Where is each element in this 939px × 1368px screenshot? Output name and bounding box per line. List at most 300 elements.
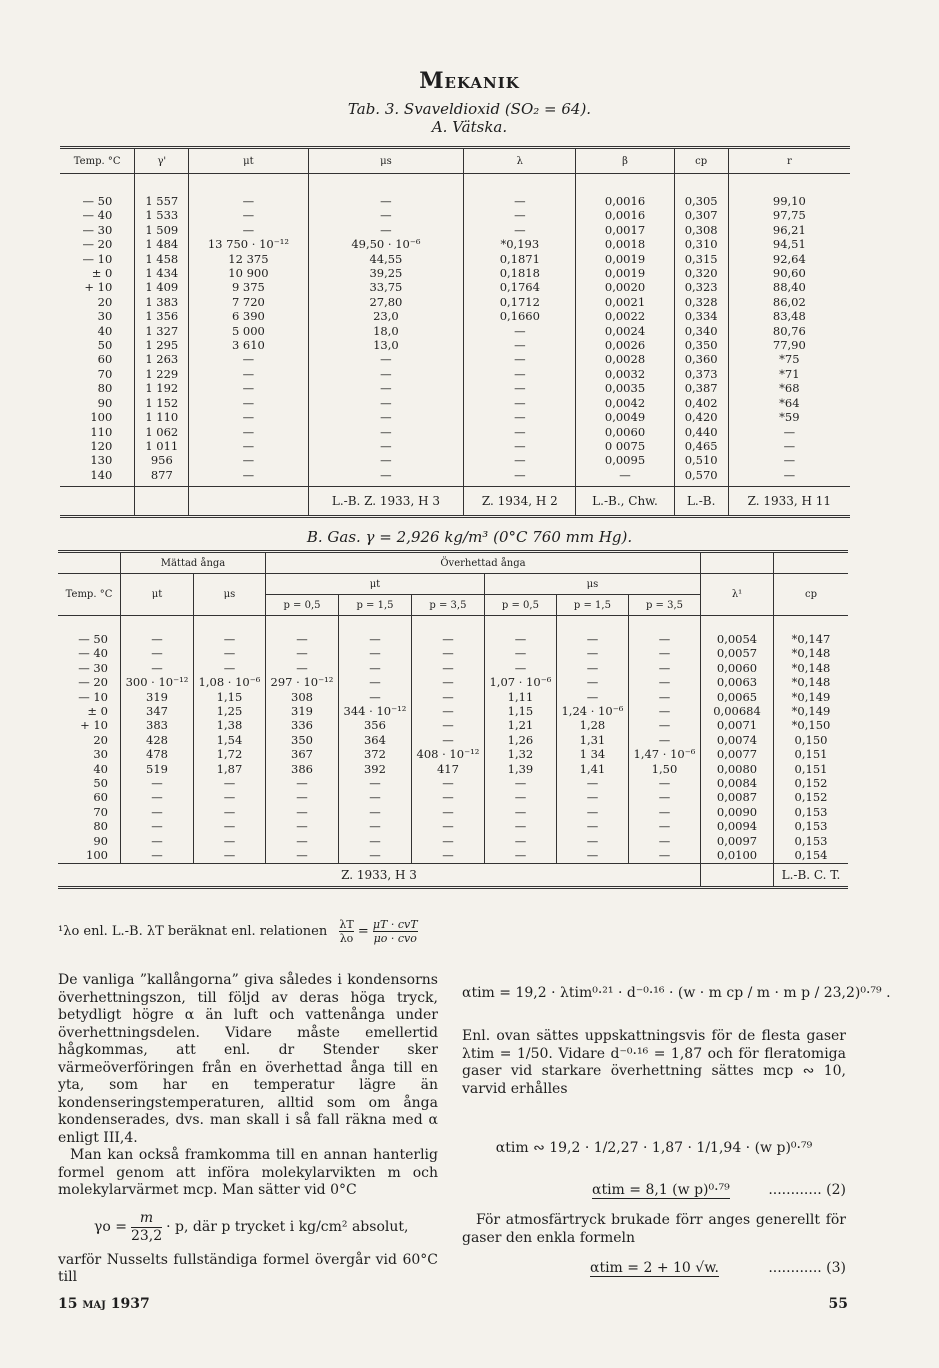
table-b-cell: 0,0080	[701, 762, 774, 776]
table-a-source-2	[189, 487, 308, 517]
table-a-cell: —	[728, 439, 850, 453]
col-mus-sat: μs	[193, 574, 265, 616]
table-a-row	[60, 468, 850, 482]
table-a-cell: — 50	[82, 194, 113, 208]
table-a-cell: 49,50 · 10⁻⁶	[308, 237, 464, 251]
table-a-row	[60, 453, 850, 467]
table-a-cell: 77,90	[728, 338, 850, 352]
table-a-cell: —	[189, 194, 308, 208]
table-b-cell: 417	[411, 762, 484, 776]
table-a-cell: + 10	[84, 280, 113, 295]
table-a-cell: 90	[97, 395, 113, 410]
page-number: 55	[828, 1296, 848, 1312]
table-b-cell: —	[338, 661, 411, 675]
pressure-label-1: p = 1,5	[338, 595, 411, 616]
table-a-cell: 9 375	[189, 280, 308, 294]
table-a-cell: —	[308, 381, 464, 395]
table-a-cell: —	[464, 396, 576, 410]
table-a-row	[60, 338, 850, 352]
table-b-row	[58, 718, 848, 732]
table-a-cell: 1 509	[135, 223, 189, 237]
table-a-cell: 0,1660	[464, 309, 576, 323]
table-b-cell: —	[484, 776, 556, 790]
table-b-cell: —	[121, 805, 194, 819]
table-b-cell: —	[628, 675, 700, 689]
table-a-cell: 0,328	[674, 295, 728, 309]
table-b-cell: 0,0063	[701, 675, 774, 689]
table-a-cell: —	[189, 453, 308, 467]
table-b-cell: —	[628, 733, 700, 747]
table-a-cell: —	[308, 223, 464, 237]
table-a-row	[60, 280, 850, 294]
table-a-cell: 0,1871	[464, 252, 576, 266]
table-a-cell: —	[189, 396, 308, 410]
table-b-row	[58, 690, 848, 704]
table-b-cell: 0,00684	[701, 704, 774, 718]
table-b-cell: —	[121, 834, 194, 848]
table-a-cell: —	[308, 468, 464, 482]
table-b-cell: —	[265, 819, 338, 833]
table-a-cell: 0,0016	[576, 208, 674, 222]
table-a-cell: 120	[90, 438, 113, 453]
table-b-cell: 0,0100	[701, 848, 774, 863]
table-a-cell: 1 557	[135, 194, 189, 208]
table-a-cell: 0,323	[674, 280, 728, 294]
table-a-cell: 20	[97, 294, 113, 309]
table-a-cell: 130	[90, 453, 113, 468]
table-a-cell: —	[189, 208, 308, 222]
paragraph-2: Man kan också framkomma till en annan hanterlig formel genom att införa molekylarvikten m och molekylarvärmet mcp. Man sätter vid 0°C	[58, 1147, 438, 1198]
table-a-cell: —	[189, 381, 308, 395]
table-a-header-1: γ'	[135, 148, 189, 174]
table-b-cell: —	[265, 848, 338, 863]
table-b-cell: 50	[93, 776, 108, 791]
table-b-cell: 20	[93, 732, 108, 747]
table-b-cell: —	[411, 718, 484, 732]
table-b-cell: —	[193, 848, 265, 863]
table-b-cell: —	[193, 805, 265, 819]
table-b-cell: —	[484, 805, 556, 819]
table-a-cell: —	[189, 439, 308, 453]
table-b-cell: 1,15	[484, 704, 556, 718]
table-b-cell: —	[193, 834, 265, 848]
table-a-cell: —	[728, 425, 850, 439]
table-b-cell: 0,0077	[701, 747, 774, 761]
table-a-cell: 99,10	[728, 194, 850, 208]
table-a-cell: 0,1712	[464, 295, 576, 309]
table-b-cell: —	[411, 632, 484, 646]
table-b-cell: —	[411, 646, 484, 660]
table-a-cell: 100	[90, 410, 113, 425]
table-a-cell: 1 383	[135, 295, 189, 309]
table-b-cell: 297 · 10⁻¹²	[265, 675, 338, 689]
table-b-cell: 344 · 10⁻¹²	[338, 704, 411, 718]
table-a-cell: 0,315	[674, 252, 728, 266]
table-b-cell: 300 · 10⁻¹²	[121, 675, 194, 689]
table-b-cell: —	[628, 848, 700, 863]
table-a-source-5: L.-B., Chw.	[576, 487, 674, 517]
table-b-cell: —	[411, 790, 484, 804]
table-a-cell: 1 263	[135, 352, 189, 366]
paragraph-1: De vanliga ”kallångorna” giva således i kondensorns överhettningszon, till följd av deras höga tryck, betydligt högre α än luft och vattenånga under överhettningsdelen. Vidare måste emellertid hågkommas, att enl. dr Stender sker värmeöverföringen från en överhettad ånga till en yta, som har en temperatur lägre än kondenseringstemperaturen, alltid som om ånga kondenserades, dvs. man skall i så fall räkna med α enligt III,4.	[58, 972, 438, 1146]
table-b-row	[58, 632, 848, 646]
table-a-header-7: r	[728, 148, 850, 174]
table-a-row	[60, 309, 850, 323]
table-a-row	[60, 194, 850, 208]
table-b-cell: 1,07 · 10⁻⁶	[484, 675, 556, 689]
table-a-caption: Tab. 3. Svaveldioxid (SO₂ = 64).	[347, 100, 592, 118]
table-a-cell: 23,0	[308, 309, 464, 323]
table-b-cell: —	[121, 819, 194, 833]
table-b-row	[58, 704, 848, 718]
equation-4: αtim = 2 + 10 √w.	[590, 1260, 719, 1276]
table-a-cell: 70	[97, 366, 113, 381]
table-b-cell: 0,0060	[701, 661, 774, 675]
table-a-header-5: β	[576, 148, 674, 174]
table-b-cell: —	[556, 790, 628, 804]
footnote-rnum: μT · cvT	[372, 918, 418, 931]
table-a-cell: 80	[97, 381, 113, 396]
table-a-cell: —	[464, 194, 576, 208]
table-a-subcaption: A. Vätska.	[431, 118, 508, 136]
table-b-cell: *0,148	[774, 675, 849, 689]
table-b-cell: 0,0057	[701, 646, 774, 660]
table-a-cell: — 30	[82, 222, 113, 237]
table-b-cell: *0,149	[774, 690, 849, 704]
table-b-cell: —	[556, 646, 628, 660]
table-b-cell: 0,0065	[701, 690, 774, 704]
footnote-num: λT	[339, 918, 354, 931]
table-a-row	[60, 381, 850, 395]
table-b-cell: 319	[121, 690, 194, 704]
table-a-cell: *59	[728, 410, 850, 424]
table-a-cell: —	[464, 453, 576, 467]
table-b-cell: —	[484, 661, 556, 675]
table-a-cell: 0,350	[674, 338, 728, 352]
footnote-eq: =	[357, 924, 369, 939]
table-b-cell: —	[121, 790, 194, 804]
table-b-cell: 1,15	[193, 690, 265, 704]
table-a-cell: —	[464, 381, 576, 395]
table-a-row	[60, 324, 850, 338]
table-b-cell: —	[193, 790, 265, 804]
table-b-cell: ± 0	[87, 704, 108, 719]
table-b-cell: —	[556, 776, 628, 790]
table-a-cell: 0,305	[674, 194, 728, 208]
table-b-cell: —	[628, 704, 700, 718]
table-b-cell: 30	[93, 747, 108, 762]
table-b-row	[58, 790, 848, 804]
table-a-cell: 1 062	[135, 425, 189, 439]
table-a-row	[60, 252, 850, 266]
table-a-cell: *64	[728, 396, 850, 410]
table-a-cell: 7 720	[189, 295, 308, 309]
table-a-cell: 88,40	[728, 280, 850, 294]
table-a-cell: 1 192	[135, 381, 189, 395]
table-b-cell: —	[556, 848, 628, 863]
table-a-cell: 1 295	[135, 338, 189, 352]
table-a-source-3: L.-B. Z. 1933, H 3	[308, 487, 464, 517]
table-b-cell: —	[556, 819, 628, 833]
table-b-row	[58, 848, 848, 863]
table-a	[60, 146, 850, 518]
table-a-cell: 0,0019	[576, 266, 674, 280]
table-a-row	[60, 367, 850, 381]
table-a-cell: 0,0019	[576, 252, 674, 266]
table-b-cell: —	[411, 848, 484, 863]
table-a-source-1	[135, 487, 189, 517]
table-b-cell: *0,148	[774, 646, 849, 660]
table-a-cell: 3 610	[189, 338, 308, 352]
table-b-cell: — 40	[78, 646, 108, 661]
table-a-cell: 39,25	[308, 266, 464, 280]
table-b-cell: 0,0084	[701, 776, 774, 790]
table-b-cell: 386	[265, 762, 338, 776]
table-a-header-4: λ	[464, 148, 576, 174]
table-b-cell: —	[338, 776, 411, 790]
table-b-cell: —	[121, 632, 194, 646]
table-b-cell: —	[484, 646, 556, 660]
table-a-cell: —	[308, 425, 464, 439]
table-a-row	[60, 237, 850, 251]
table-a-cell: 0,0049	[576, 410, 674, 424]
table-a-cell: 1 152	[135, 396, 189, 410]
table-b-cell: 0,153	[774, 805, 849, 819]
table-b-cell: —	[338, 790, 411, 804]
table-a-cell: 0,510	[674, 453, 728, 467]
table-b-cell: —	[121, 661, 194, 675]
table-a-cell: 12 375	[189, 252, 308, 266]
table-b-cell: —	[338, 819, 411, 833]
table-b-cell: —	[628, 632, 700, 646]
table-b-row	[58, 834, 848, 848]
table-a-cell: —	[308, 396, 464, 410]
table-b-cell: 1,72	[193, 747, 265, 761]
col-temp: Temp. °C	[58, 574, 121, 616]
table-b-cell: —	[556, 690, 628, 704]
col-cp: cp	[774, 574, 849, 616]
table-a-cell: 0,0032	[576, 367, 674, 381]
pressure-label-2: p = 3,5	[411, 595, 484, 616]
table-a-cell: 96,21	[728, 223, 850, 237]
table-b-cell: — 20	[78, 675, 108, 690]
table-b-row	[58, 661, 848, 675]
table-b-cell: 0,154	[774, 848, 849, 863]
group-saturated: Mättad ånga	[121, 552, 266, 574]
table-a-cell: 83,48	[728, 309, 850, 323]
table-b-cell: 0,150	[774, 733, 849, 747]
group-superheated: Överhettad ånga	[265, 552, 700, 574]
table-b-cell: 90	[93, 833, 108, 848]
table-a-cell: 0,373	[674, 367, 728, 381]
table-a-cell: *75	[728, 352, 850, 366]
table-b-cell: —	[556, 632, 628, 646]
table-a-cell: —	[464, 223, 576, 237]
table-b-cell: —	[628, 661, 700, 675]
table-b-cell: 372	[338, 747, 411, 761]
table-a-cell: —	[308, 194, 464, 208]
footnote-den: λo	[339, 932, 354, 945]
table-a-cell: 0,1764	[464, 280, 576, 294]
table-b-cell: 478	[121, 747, 194, 761]
p1c: Vidare d⁻⁰·¹⁶ = 1,87 och för fleratomiga gaser vid starkare överhettning sättes mcp ∾ 10, varvid erhålles	[462, 1045, 846, 1097]
table-a-cell: 60	[97, 352, 113, 367]
table-a-cell: —	[189, 223, 308, 237]
table-a-cell: 956	[135, 453, 189, 467]
table-b-cell: —	[338, 646, 411, 660]
table-b-cell: —	[265, 805, 338, 819]
table-b-cell: 319	[265, 704, 338, 718]
table-b-cell: —	[628, 790, 700, 804]
table-b-cell: 0,0054	[701, 632, 774, 646]
col-lambda: λ¹	[701, 574, 774, 616]
table-b-cell: —	[628, 690, 700, 704]
table-b-cell: —	[193, 646, 265, 660]
table-a-cell: 94,51	[728, 237, 850, 251]
table-a-source-6: L.-B.	[674, 487, 728, 517]
table-a-cell: 0,0017	[576, 223, 674, 237]
table-a-cell: 0,0022	[576, 309, 674, 323]
table-b-cell: —	[265, 790, 338, 804]
table-b-cell: 1,26	[484, 733, 556, 747]
table-a-cell: 0,307	[674, 208, 728, 222]
table-a-cell: —	[308, 439, 464, 453]
column-right-text-2: För atmosfärtryck brukade förr anges generellt för gaser den enkla formeln	[462, 1212, 846, 1246]
table-b-cell: —	[484, 819, 556, 833]
table-b-cell: —	[338, 834, 411, 848]
table-b-cell: —	[193, 776, 265, 790]
footnote-rden: μo · cvo	[373, 932, 417, 945]
table-b-cell: —	[628, 718, 700, 732]
equation-4-number: ............ (3)	[768, 1260, 846, 1276]
table-b-cell: —	[121, 848, 194, 863]
table-b-cell: *0,149	[774, 704, 849, 718]
table-b-cell: —	[411, 834, 484, 848]
table-a-cell: 1 110	[135, 410, 189, 424]
table-a-cell: —	[576, 468, 674, 482]
table-b-cell: 0,0094	[701, 819, 774, 833]
eq-num: m	[131, 1210, 162, 1229]
table-a-row	[60, 266, 850, 280]
table-a-cell: 10 900	[189, 266, 308, 280]
table-b-cell: 1,54	[193, 733, 265, 747]
table-a-row	[60, 223, 850, 237]
table-b-caption: B. Gas. γ = 2,926 kg/m³ (0°C 760 mm Hg).	[306, 528, 633, 546]
table-a-cell: 6 390	[189, 309, 308, 323]
table-a-cell: —	[464, 208, 576, 222]
table-b-cell: 0,152	[774, 776, 849, 790]
table-b-cell: 1,38	[193, 718, 265, 732]
table-b-cell: —	[121, 646, 194, 660]
table-a-cell: —	[464, 410, 576, 424]
table-b-cell: — 50	[78, 632, 108, 646]
table-a-cell: 0,0026	[576, 338, 674, 352]
table-a-source-7: Z. 1933, H 11	[728, 487, 850, 517]
table-b-cell: —	[193, 819, 265, 833]
table-a-cell: —	[308, 352, 464, 366]
table-b-cell: —	[411, 675, 484, 689]
table-b-cell: —	[193, 632, 265, 646]
table-b-cell: —	[265, 661, 338, 675]
table-a-source-0	[60, 487, 135, 517]
table-a-cell: 0,320	[674, 266, 728, 280]
table-b-cell: 0,0097	[701, 834, 774, 848]
table-b-cell: 100	[86, 848, 108, 863]
table-a-cell: 0,334	[674, 309, 728, 323]
col-mut-sup: μt	[265, 574, 484, 595]
table-a-cell: 0,465	[674, 439, 728, 453]
table-b-cell: —	[411, 776, 484, 790]
table-b-cell: —	[484, 632, 556, 646]
table-b-cell: 428	[121, 733, 194, 747]
table-a-cell: — 20	[82, 237, 113, 252]
table-a-cell: 92,64	[728, 252, 850, 266]
table-a-cell: —	[189, 367, 308, 381]
table-a-row	[60, 352, 850, 366]
table-b-row	[58, 762, 848, 776]
eq-rhs: · p, där p trycket i kg/cm² absolut,	[166, 1218, 409, 1235]
table-a-cell: 1 229	[135, 367, 189, 381]
table-a-source-4: Z. 1934, H 2	[464, 487, 576, 517]
table-a-cell: —	[464, 338, 576, 352]
table-a-cell: 0,420	[674, 410, 728, 424]
table-a-cell: —	[728, 453, 850, 467]
table-b-cell: 336	[265, 718, 338, 732]
table-b-cell: —	[338, 675, 411, 689]
table-a-cell: —	[308, 453, 464, 467]
table-a-cell: 0,360	[674, 352, 728, 366]
table-b-cell: 1,28	[556, 718, 628, 732]
table-b-cell: —	[265, 646, 338, 660]
table-a-cell: 13 750 · 10⁻¹²	[189, 237, 308, 251]
table-b-cell: 1,08 · 10⁻⁶	[193, 675, 265, 689]
table-b-cell: —	[411, 661, 484, 675]
p1a: Enl. ovan sättes uppskattningsvis för de flesta gaser	[462, 1028, 846, 1044]
col-mut-sat: μt	[121, 574, 194, 616]
table-a-cell: 0,0018	[576, 237, 674, 251]
table-b-cell: 80	[93, 819, 108, 834]
table-b-cell: —	[411, 819, 484, 833]
table-a-cell: *68	[728, 381, 850, 395]
table-a-header-2: μt	[189, 148, 308, 174]
table-a-cell: 1 434	[135, 266, 189, 280]
table-a-cell: 0,310	[674, 237, 728, 251]
table-a-cell: 80,76	[728, 324, 850, 338]
table-a-cell: 1 327	[135, 324, 189, 338]
table-b-cell: —	[484, 834, 556, 848]
table-a-cell: 0,1818	[464, 266, 576, 280]
table-b-cell: + 10	[80, 718, 108, 733]
table-a-cell: 0,0095	[576, 453, 674, 467]
table-a-cell: 1 484	[135, 237, 189, 251]
table-b-cell: —	[628, 805, 700, 819]
table-a-cell: 0,0021	[576, 295, 674, 309]
table-a-row	[60, 410, 850, 424]
table-a-cell: 86,02	[728, 295, 850, 309]
table-b-cell: 0,151	[774, 747, 849, 761]
table-a-cell: —	[464, 425, 576, 439]
table-b-row	[58, 675, 848, 689]
table-b-cell: 0,0071	[701, 718, 774, 732]
table-b-cell: —	[628, 646, 700, 660]
table-a-cell: 1 011	[135, 439, 189, 453]
table-b-cell: 392	[338, 762, 411, 776]
table-b-cell: —	[338, 805, 411, 819]
table-a-cell: 30	[97, 309, 113, 324]
page-title: Mekanik	[419, 68, 520, 94]
lambda-eq: λtim = 1/50.	[462, 1045, 553, 1062]
table-b-source-right: L.-B. C. T.	[774, 863, 849, 887]
